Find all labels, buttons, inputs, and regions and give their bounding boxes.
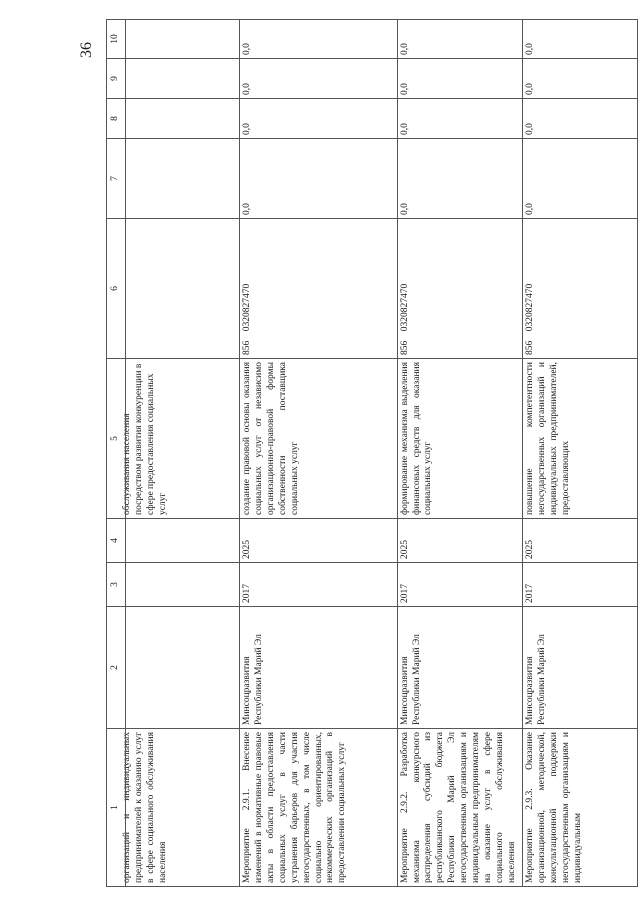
table-row bbox=[397, 20, 523, 887]
cell-executor: Минсоцразвития Республики Марий Эл bbox=[397, 607, 523, 729]
cell-code: 856 0320827470 bbox=[240, 219, 397, 359]
cell-end: 2025 bbox=[397, 519, 523, 563]
cell-result: формирование механизма выделения финансовых средств для оказания социальных услуг bbox=[397, 359, 523, 519]
cell-measure: Мероприятие 2.9.3. Оказание организационной, методической, консультационной поддержки негосударственным организациям и индивидуальным bbox=[523, 729, 638, 887]
cell-v9: 0,0 bbox=[397, 59, 523, 99]
rotated-table-sheet bbox=[110, 20, 638, 887]
cell-v7: 0,0 bbox=[523, 139, 638, 219]
cell-measure: Мероприятие 2.9.2. Разработка механизма конкурсного распределения субсидий из республиканского бюджета Республики Марий Эл негосударственным организациям и индивидуальным предпринимателям на оказание услуг в сфере социального обслуживания населения bbox=[397, 729, 523, 887]
col-header-8: 8 bbox=[107, 99, 126, 139]
col-header-7: 7 bbox=[107, 139, 126, 219]
table-row bbox=[523, 20, 638, 887]
cell-v7: 0,0 bbox=[240, 139, 397, 219]
cell-v8: 0,0 bbox=[240, 99, 397, 139]
cell-end bbox=[120, 519, 240, 563]
cell-v8: 0,0 bbox=[397, 99, 523, 139]
table-row bbox=[120, 20, 240, 887]
cell-code bbox=[120, 219, 240, 359]
cell-result: повышение компетентности негосударственных организаций и индивидуальных предпринимателей, предоставляющих bbox=[523, 359, 638, 519]
cell-end: 2025 bbox=[523, 519, 638, 563]
cell-v9: 0,0 bbox=[523, 59, 638, 99]
cell-v9 bbox=[120, 59, 240, 99]
cell-end: 2025 bbox=[240, 519, 397, 563]
col-header-10: 10 bbox=[107, 20, 126, 59]
cell-start: 2017 bbox=[240, 563, 397, 607]
page-number: 36 bbox=[78, 42, 95, 58]
cell-result: обслуживания населения посредством развития конкуренции в сфере предоставления социальных услуг bbox=[120, 359, 240, 519]
col-header-3: 3 bbox=[107, 563, 126, 607]
cell-v7 bbox=[120, 139, 240, 219]
cell-measure: организаций и индивидуальных предпринимателей к оказанию услуг в сфере социального обслуживания населения bbox=[120, 729, 240, 887]
program-table bbox=[120, 19, 638, 887]
cell-executor: Минсоцразвития Республики Марий Эл bbox=[523, 607, 638, 729]
col-header-1: 1 bbox=[107, 729, 126, 887]
cell-start bbox=[120, 563, 240, 607]
col-header-4: 4 bbox=[107, 519, 126, 563]
col-header-2: 2 bbox=[107, 607, 126, 729]
cell-v8 bbox=[120, 99, 240, 139]
cell-result: создание правовой основы оказания социальных услуг от независимо организационно-правовой формы собственности поставщика социальных услуг bbox=[240, 359, 397, 519]
column-numbers-row bbox=[106, 19, 126, 887]
cell-start: 2017 bbox=[397, 563, 523, 607]
cell-code: 856 0320827470 bbox=[523, 219, 638, 359]
cell-v7: 0,0 bbox=[397, 139, 523, 219]
cell-v8: 0,0 bbox=[523, 99, 638, 139]
cell-v9: 0,0 bbox=[240, 59, 397, 99]
cell-start: 2017 bbox=[523, 563, 638, 607]
cell-v10 bbox=[120, 20, 240, 59]
cell-v10: 0,0 bbox=[240, 20, 397, 59]
cell-code: 856 0320827470 bbox=[397, 219, 523, 359]
col-header-6: 6 bbox=[107, 219, 126, 359]
cell-measure: Мероприятие 2.9.1. Внесение изменений в нормативные правовые акты в области предоставления социальных услуг в части устранения барьеров для участия негосударственных, в том числе социально ориентированных, некоммерческих организаций в предоставлении социальных услуг bbox=[240, 729, 397, 887]
cell-v10: 0,0 bbox=[397, 20, 523, 59]
cell-executor bbox=[120, 607, 240, 729]
col-header-5: 5 bbox=[107, 359, 126, 519]
table-row bbox=[240, 20, 397, 887]
col-header-9: 9 bbox=[107, 59, 126, 99]
cell-v10: 0,0 bbox=[523, 20, 638, 59]
cell-executor: Минсоцразвития Республики Марий Эл bbox=[240, 607, 397, 729]
